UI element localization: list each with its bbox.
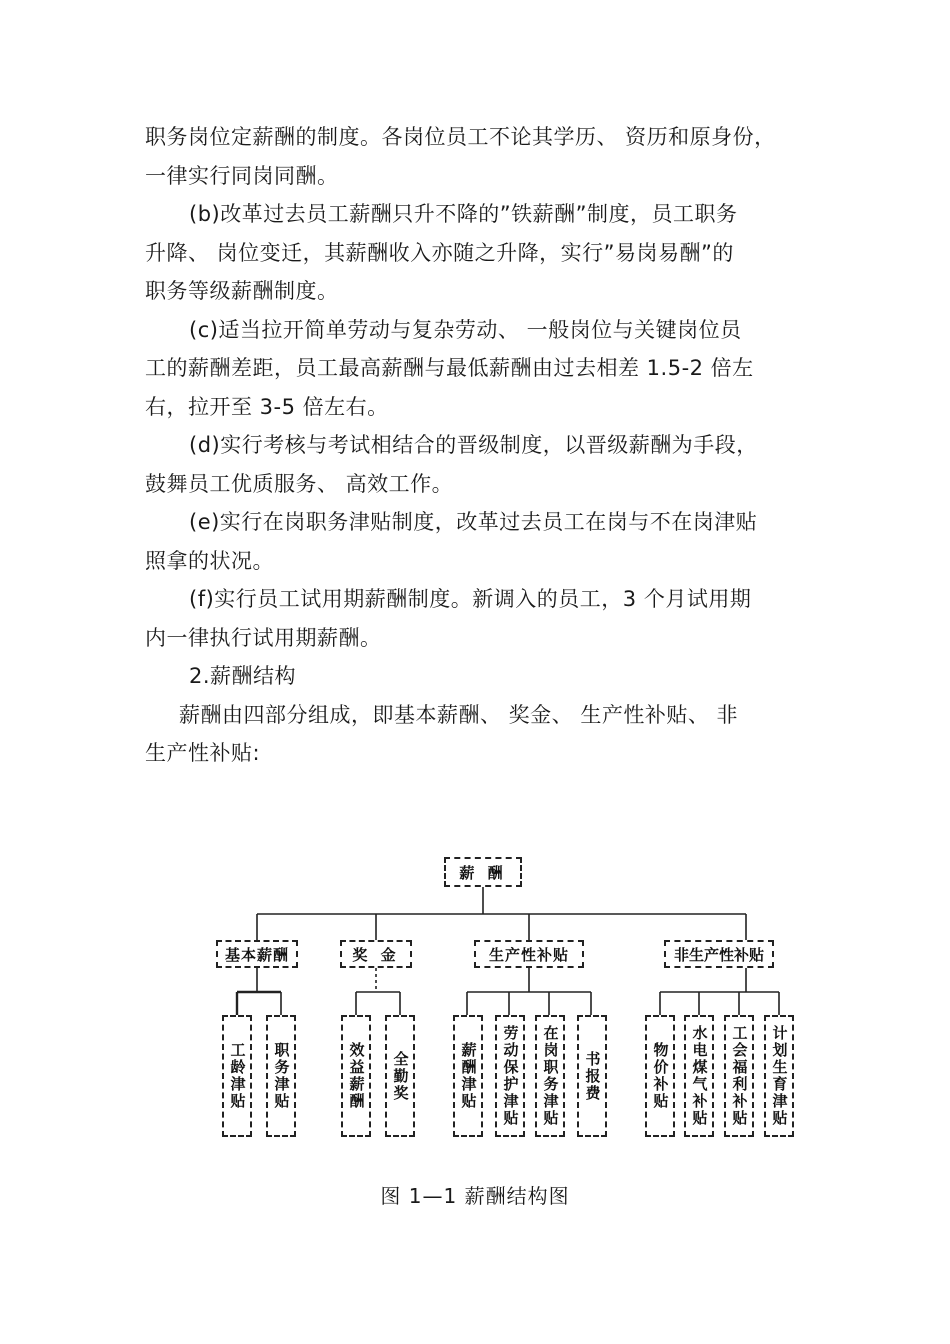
diagram-root-node: 薪 酬 bbox=[444, 857, 522, 887]
paragraph-line: 生产性补贴: bbox=[145, 741, 261, 765]
category-node: 生产性补贴 bbox=[474, 940, 584, 968]
paragraph-line: (e)实行在岗职务津贴制度，改革过去员工在岗与不在岗津贴 bbox=[189, 510, 758, 534]
leaf-node: 工会福利补贴 bbox=[724, 1015, 754, 1137]
paragraph-line: 鼓舞员工优质服务、 高效工作。 bbox=[145, 471, 454, 496]
leaf-node: 水电煤气补贴 bbox=[684, 1015, 714, 1137]
category-node: 奖 金 bbox=[340, 940, 412, 968]
paragraph-line: (c)适当拉开简单劳动与复杂劳动、 一般岗位与关键岗位员 bbox=[189, 317, 742, 342]
leaf-node: 在岗职务津贴 bbox=[535, 1015, 565, 1137]
leaf-node: 计划生育津贴 bbox=[764, 1015, 794, 1137]
paragraph-line: 职务岗位定薪酬的制度。各岗位员工不论其学历、 资历和原身份， bbox=[145, 125, 776, 149]
paragraph-line: 照拿的状况。 bbox=[145, 548, 274, 573]
body-text bbox=[145, 118, 825, 773]
figure-caption: 图 1—1 薪酬结构图 bbox=[380, 1184, 570, 1208]
category-node: 基本薪酬 bbox=[216, 940, 298, 968]
section-heading: 2.薪酬结构 bbox=[189, 664, 297, 688]
paragraph-line: 升降、 岗位变迁，其薪酬收入亦随之升降，实行”易岗易酬”的 bbox=[145, 240, 734, 265]
leaf-node: 劳动保护津贴 bbox=[495, 1015, 525, 1137]
paragraph-line: 职务等级薪酬制度。 bbox=[145, 279, 339, 303]
leaf-node: 职务津贴 bbox=[266, 1015, 296, 1137]
category-node: 非生产性补贴 bbox=[664, 940, 774, 968]
leaf-node: 工龄津贴 bbox=[222, 1015, 252, 1137]
paragraph-line: 薪酬由四部分组成，即基本薪酬、 奖金、 生产性补贴、 非 bbox=[179, 702, 739, 727]
paragraph-line: (f)实行员工试用期薪酬制度。新调入的员工，3 个月试用期 bbox=[189, 587, 752, 611]
leaf-node: 物价补贴 bbox=[645, 1015, 675, 1137]
paragraph-line: (b)改革过去员工薪酬只升不降的”铁薪酬”制度，员工职务 bbox=[189, 202, 738, 226]
paragraph-line: (d)实行考核与考试相结合的晋级制度，以晋级薪酬为手段， bbox=[189, 433, 758, 457]
paragraph-line: 右，拉开至 3-5 倍左右。 bbox=[145, 394, 389, 419]
leaf-node: 效益薪酬 bbox=[341, 1015, 371, 1137]
leaf-node: 薪酬津贴 bbox=[453, 1015, 483, 1137]
leaf-node: 全勤奖 bbox=[385, 1015, 415, 1137]
paragraph-line: 工的薪酬差距，员工最高薪酬与最低薪酬由过去相差 1.5-2 倍左 bbox=[145, 356, 754, 380]
paragraph-line: 一律实行同岗同酬。 bbox=[145, 163, 339, 188]
paragraph-line: 内一律执行试用期薪酬。 bbox=[145, 625, 382, 650]
leaf-node: 书报费 bbox=[577, 1015, 607, 1137]
